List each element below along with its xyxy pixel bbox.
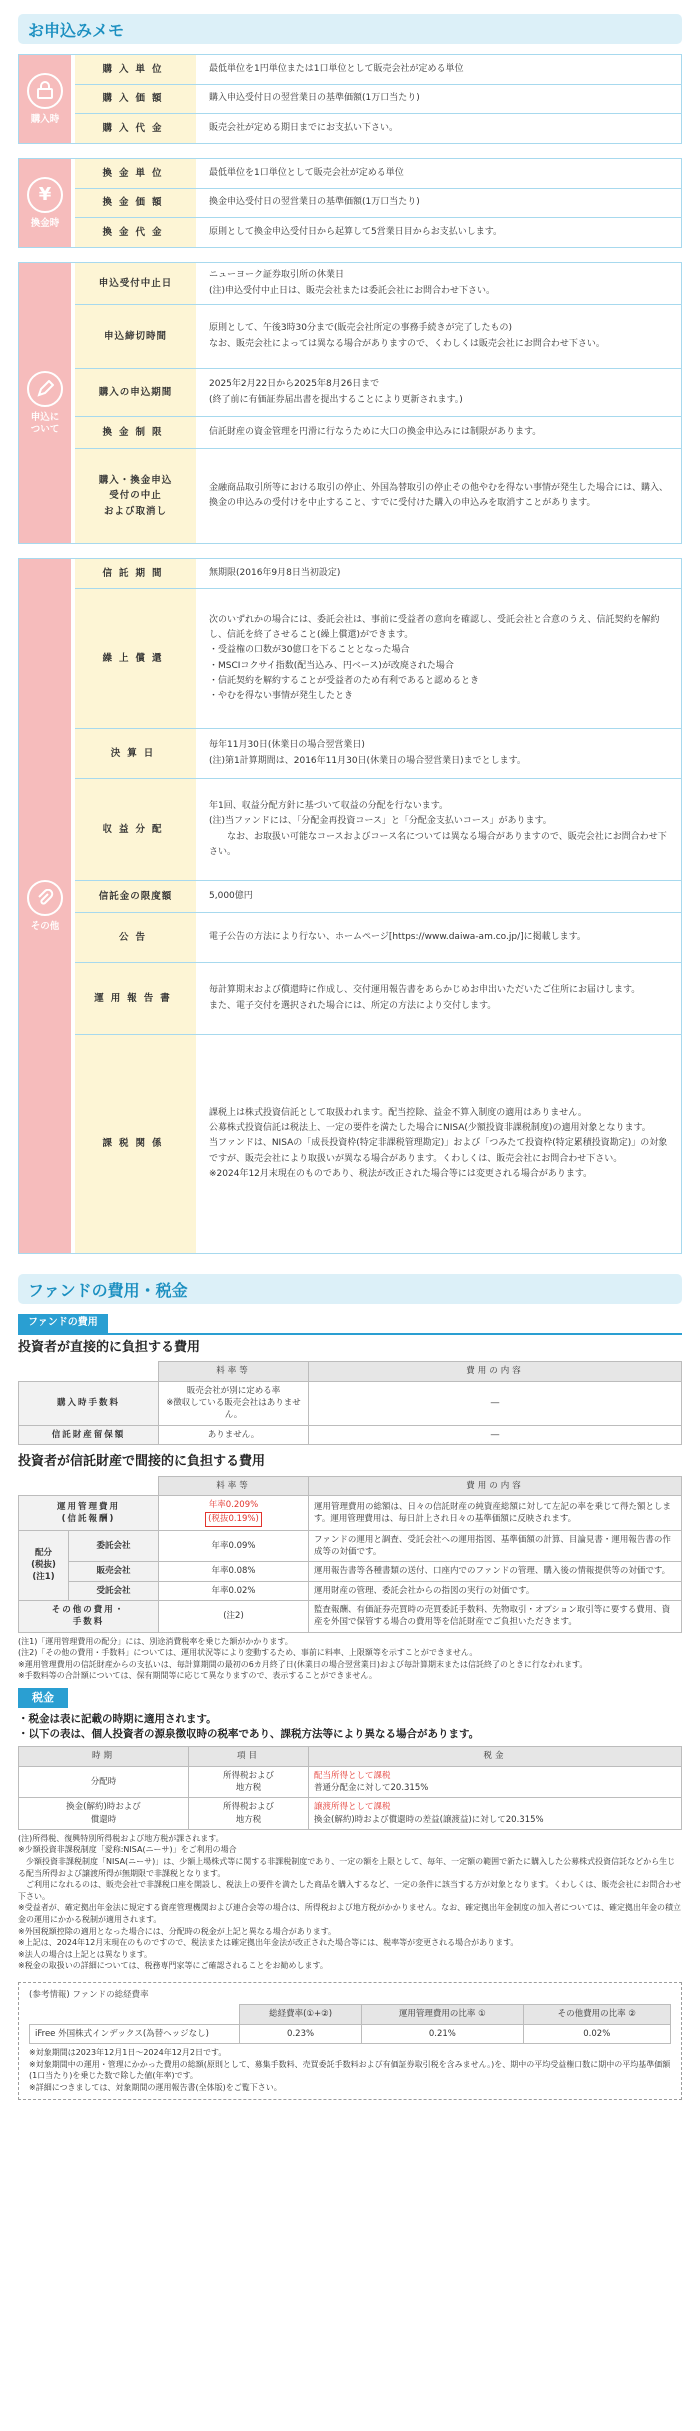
row-value: 最低単位を1口単位として販売会社が定める単位 [199,159,681,188]
purchase-icon [27,73,63,109]
purchase-label: 購入時 [30,113,60,125]
application-row [75,305,681,369]
application-icon-panel [19,263,75,543]
purchase-row [75,114,681,143]
expense-ratio-table [29,2004,671,2044]
alloc-party: 委託会社 [69,1530,159,1562]
table-row [30,2024,671,2043]
row-label: 購入の申込期間 [75,369,199,416]
table-row [19,1766,682,1798]
col-other: その他費用の比率 ② [523,2005,670,2024]
row-value: 電子公告の方法により行ない、ホームページ[https://www.daiwa-am.co.jp/]に掲載します。 [199,913,681,962]
table-row [19,1425,682,1444]
col-time: 時期 [19,1747,189,1766]
other-row [75,1035,681,1253]
row-label: 課税関係 [75,1035,199,1253]
other-row [75,963,681,1035]
row-label: 換金単位 [75,159,199,188]
row-value: 次のいずれかの場合には、委託会社は、事前に受益者の意向を確認し、受託会社と合意のうえ、信託契約を解約し、信託を終了させること(繰上償還)ができます。 ・受益権の口数が30億口を下ることとなった場合 ・MSCIコクサイ指数(配当込み、円ベース)が改廃された場合 ・信託契約を解約することが受益者のため有利であると認めるとき ・やむを得ない事情が発生したとき [199,589,681,728]
other-row [75,881,681,913]
row-value: 毎年11月30日(休業日の場合翌営業日) (注)第1計算期間は、2016年11月30日(休業日の場合翌営業日)までとします。 [199,729,681,778]
row-value: 毎計算期末および償還時に作成し、交付運用報告書をあらかじめお申出いただいたご住所にお届けします。 また、電子交付を選択された場合には、所定の方法により交付します。 [199,963,681,1034]
row-value: 原則として、午後3時30分まで(販売会社所定の事務手続きが完了したもの) なお、販売会社によっては異なる場合がありますので、くわしくは販売会社にお問合わせ下さい。 [199,305,681,368]
direct-label: 購入時手数料 [19,1381,159,1425]
col-tax: 税金 [309,1747,682,1766]
purchase-block [18,54,682,144]
row-value: 課税上は株式投資信託として取扱われます。配当控除、益金不算入制度の適用はありません。 公募株式投資信託は税法上、一定の要件を満たした場合にNISA(少額投資非課税制度)の適用対象となります。 当ファンドは、NISAの「成長投資枠(特定非課税管理勘定)」および「つみたて投資枠(特定累積投資勘定)」の対象ですが、販売会社により取扱いが異なる場合があります。くわしくは、販売会社にお問合わせ下さい。 ※2024年12月末現在のものであり、税法が改正された場合等には変更される場合があります。 [199,1035,681,1253]
other-row [75,729,681,779]
direct-fee-table [18,1361,682,1445]
coin-icon: ¥ [27,177,63,213]
alloc-content: 運用財産の管理、委託会社からの指図の実行の対価です。 [309,1581,682,1600]
row-label: 換金代金 [75,218,199,247]
row-label: 運用報告書 [75,963,199,1034]
total-ratio: 0.23% [240,2024,362,2043]
row-label: 収益分配 [75,779,199,880]
other-row [75,559,681,589]
table-row [19,1798,682,1830]
direct-rate: ありません。 [159,1425,309,1444]
other-fee-content: 監査報酬、有価証券売買時の売買委託手数料、先物取引・オプション取引等に要する費用、資産を外国で保管する場合の費用等を信託財産でご負担いただきます。 [309,1600,682,1632]
table-row [19,1530,682,1562]
indirect-heading: 投資者が信託財産で間接的に負担する費用 [18,1453,266,1469]
row-value: 5,000億円 [199,881,681,912]
col-rate: 料率等 [159,1476,309,1495]
application-row [75,263,681,305]
mgmt-ratio: 0.21% [362,2024,523,2043]
tax-time: 換金(解約)時および 償還時 [19,1798,189,1830]
tax-head: 譲渡所得として課税 [314,1802,391,1813]
col-total: 総経費率(①+②) [240,2005,362,2024]
col-mgmt: 運用管理費用の比率 ① [362,2005,523,2024]
redemption-icon-panel [19,159,75,247]
row-label: 購入代金 [75,114,199,143]
tax-body: 普通分配金に対して20.315% [314,1782,429,1793]
indirect-fee-table [18,1476,682,1633]
tax-tag: 税金 [18,1688,68,1708]
mgmt-fee-rate-ex: (税抜0.19%) [205,1512,262,1526]
row-label: 公告 [75,913,199,962]
tax-bullet: ・税金は表に記載の時期に適用されます。 [18,1712,217,1725]
row-value: 購入申込受付日の翌営業日の基準価額(1万口当たり) [199,85,681,114]
other-label: その他 [30,920,60,932]
alloc-rate: 年率0.08% [159,1562,309,1581]
row-value: 販売会社が定める期日までにお支払い下さい。 [199,114,681,143]
redemption-block [18,158,682,248]
direct-content: ― [309,1425,682,1444]
row-label: 決算日 [75,729,199,778]
pen-icon [27,371,63,407]
other-fee-label: その他の費用・ 手数料 [19,1600,159,1632]
row-label: 換金制限 [75,417,199,448]
row-label: 繰上償還 [75,589,199,728]
application-label: 申込に ついて [30,412,60,435]
tax-notes: (注)所得税、復興特別所得税および地方税が課されます。 ※少額投資非課税制度「愛称:NISA(ニーサ)」をご利用の場合 少額投資非課税制度「NISA(ニーサ)」は、少額上場株式等に関する非課税制度であり、一定の額を上限として、毎年、一定額の範囲で新たに購入した公募株式投資信託などから生じる配当所得および譲渡所得が無期限で非課税となります。 ご利用になれるのは、販売会社で非課税口座を開設し、税法上の要件を満たした商品を購入するなど、一定の条件に該当する方が対象となります。くわしくは、販売会社にお問合わせ下さい。 ※受益者が、確定拠出年金法に規定する資産管理機関および連合会等の場合は、所得税および地方税がかかりません。なお、確定拠出年金制度の加入者については、確定拠出年金の積立金の運用にかかる税制が適用されます。 ※外国税額控除の適用となった場合には、分配時の税金が上記と異なる場合があります。 ※上記は、2024年12月末現在のものですので、税法または確定拠出年金法が改正された場合等には、税率等が変更される場合があります。 ※法人の場合は上記とは異なります。 ※税金の取扱いの詳細については、税務専門家等にご確認されることをお勧めします。 [18,1833,682,1971]
table-row [19,1381,682,1425]
alloc-content: 運用報告書等各種書類の送付、口座内でのファンドの管理、購入後の情報提供等の対価です。 [309,1562,682,1581]
fund-name: iFree 外国株式インデックス(為替ヘッジなし) [30,2024,240,2043]
other-row [75,589,681,729]
tax-bullet: ・以下の表は、個人投資者の源泉徴収時の税率であり、課税方法等により異なる場合があります。 [18,1728,480,1741]
tax-table [18,1746,682,1830]
row-value: 換金申込受付日の翌営業日の基準価額(1万口当たり) [199,189,681,218]
row-label: 信託期間 [75,559,199,588]
tax-head: 配当所得として課税 [314,1770,391,1781]
other-row [75,913,681,963]
alloc-label: 配分 (税抜) (注1) [19,1530,69,1600]
row-value: ニューヨーク証券取引所の休業日 (注)申込受付中止日は、販売会社または委託会社にお問合わせ下さい。 [199,263,681,304]
other-ratio: 0.02% [523,2024,670,2043]
other-fee-rate: (注2) [159,1600,309,1632]
table-row [19,1581,682,1600]
alloc-rate: 年率0.02% [159,1581,309,1600]
reference-box [18,1982,682,2100]
col-content: 費用の内容 [309,1476,682,1495]
tax-item: 所得税および 地方税 [189,1798,309,1830]
reference-title: (参考情報) ファンドの総経費率 [29,1990,149,2000]
other-icon-panel [19,559,75,1253]
memo-title: お申込みメモ [18,14,682,44]
alloc-content: ファンドの運用と調査、受託会社への運用指図、基準価額の計算、目論見書・運用報告書の作成等の対価です。 [309,1530,682,1562]
mgmt-fee-label: 運用管理費用 (信託報酬) [19,1496,159,1531]
purchase-row [75,55,681,85]
tax-time: 分配時 [19,1766,189,1798]
alloc-rate: 年率0.09% [159,1530,309,1562]
mgmt-fee-rate: 年率0.209% [208,1500,259,1511]
application-row [75,449,681,543]
row-label: 換金価額 [75,189,199,218]
row-value: 無期限(2016年9月8日当初設定) [199,559,681,588]
application-block [18,262,682,544]
row-label: 申込受付中止日 [75,263,199,304]
other-block [18,558,682,1254]
col-item: 項目 [189,1747,309,1766]
col-rate: 料率等 [159,1362,309,1381]
col-content: 費用の内容 [309,1362,682,1381]
direct-label: 信託財産留保額 [19,1425,159,1444]
reference-notes: ※対象期間は2023年12月1日～2024年12月2日です。 ※対象期間中の運用・管理にかかった費用の総額(原則として、募集手数料、売買委託手数料および有価証券取引税を含みません。)を、期中の平均受益権口数に期中の平均基準価額(1口当たり)を乗じた数で除した値(年率)です。 ※詳細につきましては、対象期間の運用報告書(全体版)をご覧下さい。 [29,2047,671,2092]
direct-heading: 投資者が直接的に負担する費用 [18,1339,201,1355]
row-value: 年1回、収益分配方針に基づいて収益の分配を行ないます。 (注)当ファンドには、「分配金再投資コース」と「分配金支払いコース」があります。 なお、お取扱い可能なコースおよびコース名については異なる場合がありますので、販売会社にお問合わせ下さい。 [199,779,681,880]
paperclip-icon [27,880,63,916]
row-value: 金融商品取引所等における取引の停止、外国為替取引の停止その他やむを得ない事情が発生した場合には、購入、換金の申込みの受付けを中止すること、すでに受付けた購入の申込みを取消すことがあります。 [199,449,681,543]
row-value: 信託財産の資金管理を円滑に行なうために大口の換金申込みには制限があります。 [199,417,681,448]
direct-rate: 販売会社が別に定める率 ※徴収している販売会社はありません。 [159,1381,309,1425]
row-label: 購入価額 [75,85,199,114]
tax-item: 所得税および 地方税 [189,1766,309,1798]
row-label: 申込締切時間 [75,305,199,368]
application-row [75,369,681,417]
redemption-label: 換金時 [30,217,60,229]
tax-body: 換金(解約)時および償還時の差益(譲渡益)に対して20.315% [314,1814,544,1825]
redemption-row [75,159,681,189]
other-row [75,779,681,881]
direct-content: ― [309,1381,682,1425]
purchase-icon-panel [19,55,75,143]
redemption-row [75,189,681,219]
row-label: 購入・換金申込 受付の中止 および取消し [75,449,199,543]
row-value: 2025年2月22日から2025年8月26日まで (終了前に有価証券届出書を提出することにより更新されます。) [199,369,681,416]
row-label: 購入単位 [75,55,199,84]
fees-title: ファンドの費用・税金 [18,1274,682,1304]
redemption-row [75,218,681,247]
mgmt-fee-content: 運用管理費用の総額は、日々の信託財産の純資産総額に対して左記の率を乗じて得た額とします。運用管理費用は、毎日計上され日々の基準価額に反映されます。 [309,1496,682,1531]
purchase-row [75,85,681,115]
row-value: 原則として換金申込受付日から起算して5営業日目からお支払いします。 [199,218,681,247]
alloc-party: 販売会社 [69,1562,159,1581]
table-row [19,1496,682,1531]
row-label: 信託金の限度額 [75,881,199,912]
application-row [75,417,681,449]
alloc-party: 受託会社 [69,1581,159,1600]
fee-notes: (注1)「運用管理費用の配分」には、別途消費税率を乗じた額がかかります。 (注2)「その他の費用・手数料」については、運用状況等により変動するため、事前に料率、上限額等を示すことができません。 ※運用管理費用の信託財産からの支払いは、毎計算期間の最初の6カ月終了日(休業日の場合翌営業日)および毎計算期末または信託終了のときに行なわれます。 ※手数料等の合計額については、保有期間等に応じて異なりますので、表示することができません。 [18,1636,588,1681]
row-value: 最低単位を1円単位または1口単位として販売会社が定める単位 [199,55,681,84]
fees-tag: ファンドの費用 [18,1314,108,1333]
table-row [19,1562,682,1581]
table-row [19,1600,682,1632]
